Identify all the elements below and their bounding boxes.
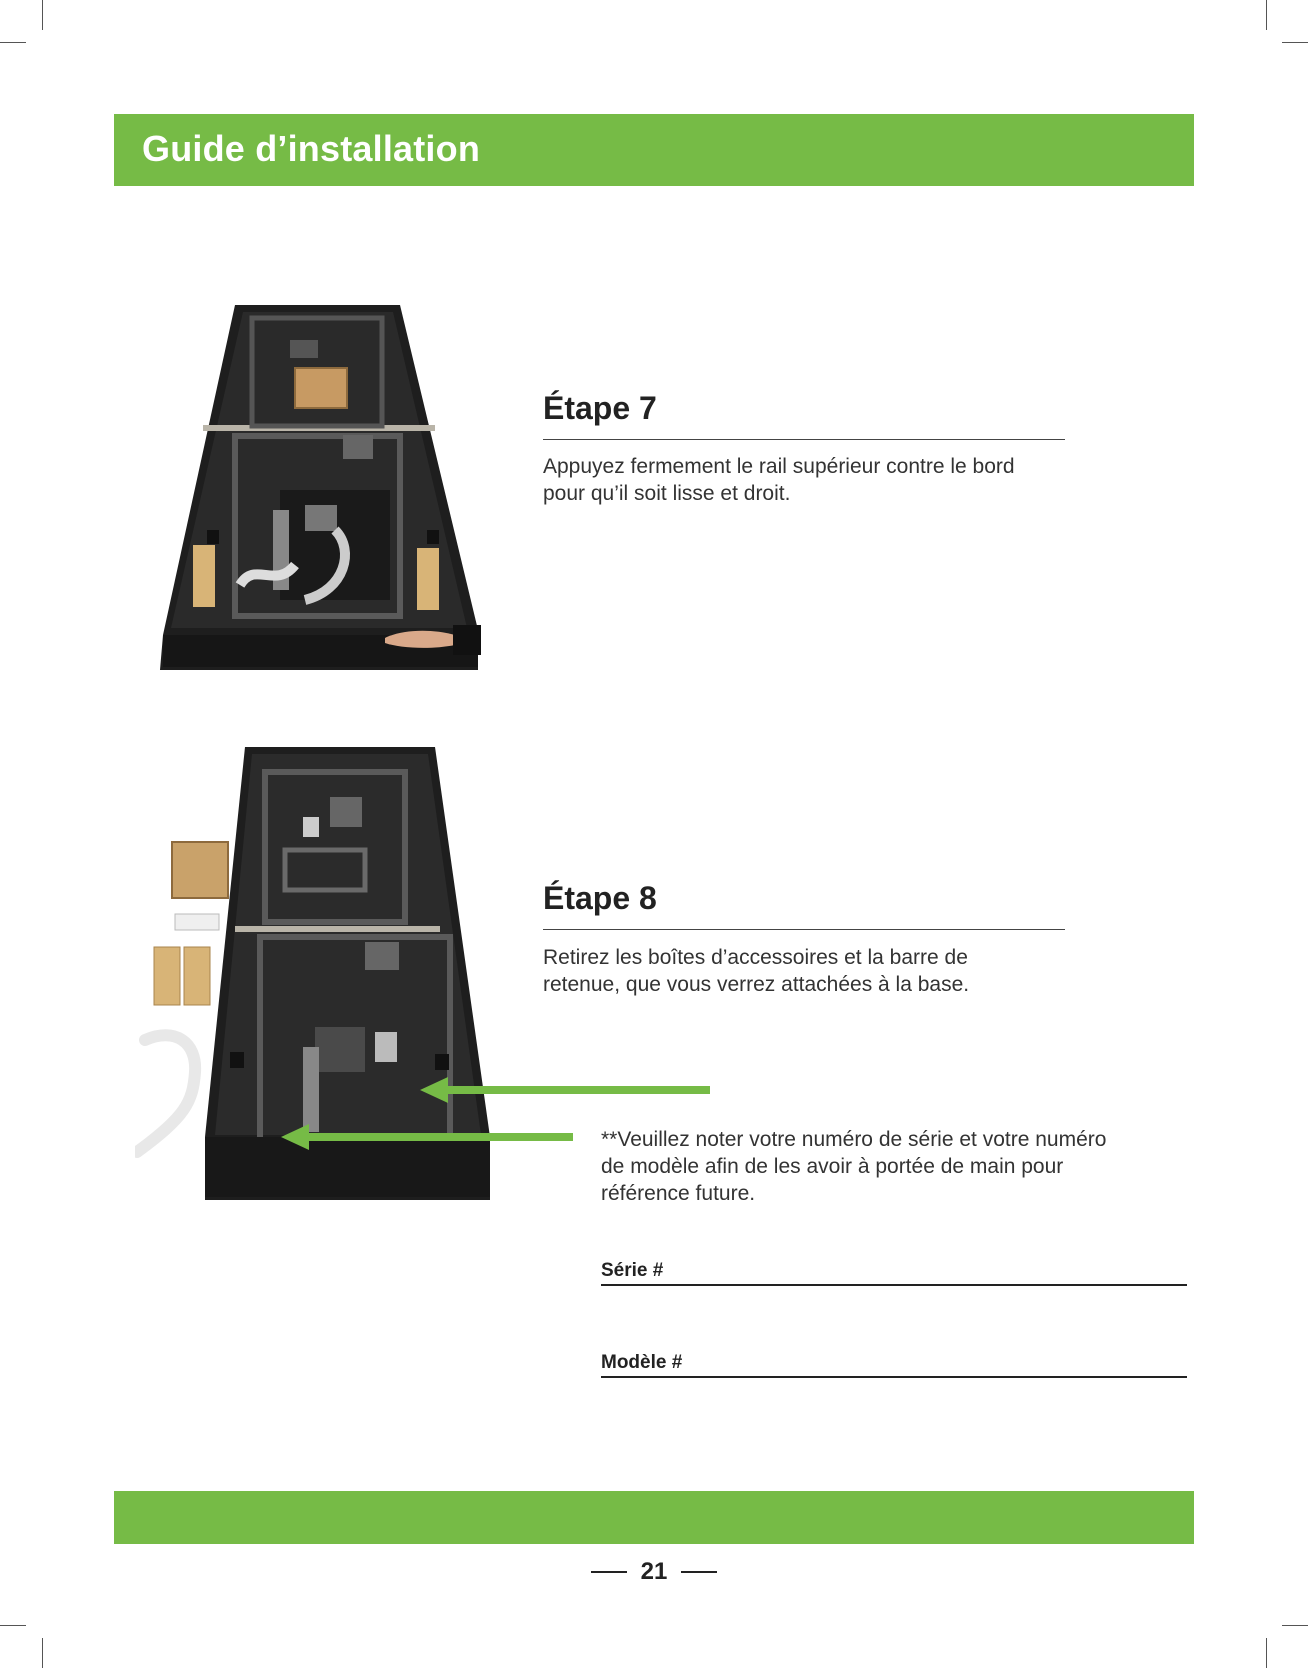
- crop-mark: [42, 0, 43, 30]
- step7-divider: [543, 439, 1065, 440]
- arrow-lower-icon: [281, 1123, 575, 1153]
- crop-mark: [1266, 1638, 1267, 1668]
- arrow-upper-icon: [420, 1076, 712, 1106]
- footer-bar: [114, 1491, 1194, 1544]
- model-number-field[interactable]: [601, 1376, 1187, 1378]
- page-number-container: [590, 1554, 718, 1590]
- crop-mark: [1282, 42, 1308, 43]
- crop-mark: [1282, 1625, 1308, 1626]
- serial-number-label: Série #: [601, 1260, 664, 1281]
- step8-title: Étape 8: [543, 880, 657, 916]
- step7-title: Étape 7: [543, 390, 657, 426]
- crop-mark: [0, 1625, 26, 1626]
- page-number: 21: [640, 1558, 668, 1585]
- page-number-dash: [591, 1571, 627, 1573]
- model-number-label: Modèle #: [601, 1352, 683, 1373]
- serial-model-note: **Veuillez noter votre numéro de série et votre numéro de modèle afin de les avoir à portée de main pour référence future.: [601, 1128, 1107, 1205]
- header-bar: [114, 114, 1194, 186]
- step8-divider: [543, 929, 1065, 930]
- page-number-dash: [681, 1571, 717, 1573]
- crop-mark: [0, 42, 26, 43]
- crop-mark: [42, 1638, 43, 1668]
- step7-instructions: Appuyez fermement le rail supérieur contre le bord pour qu’il soit lisse et droit.: [543, 455, 1015, 505]
- crop-mark: [1266, 0, 1267, 30]
- serial-number-field[interactable]: [601, 1284, 1187, 1286]
- step8-instructions: Retirez les boîtes d’accessoires et la barre de retenue, que vous verrez attachées à la base.: [543, 946, 970, 996]
- step7-photo: [155, 300, 485, 675]
- page-title: Guide d’installation: [142, 128, 481, 169]
